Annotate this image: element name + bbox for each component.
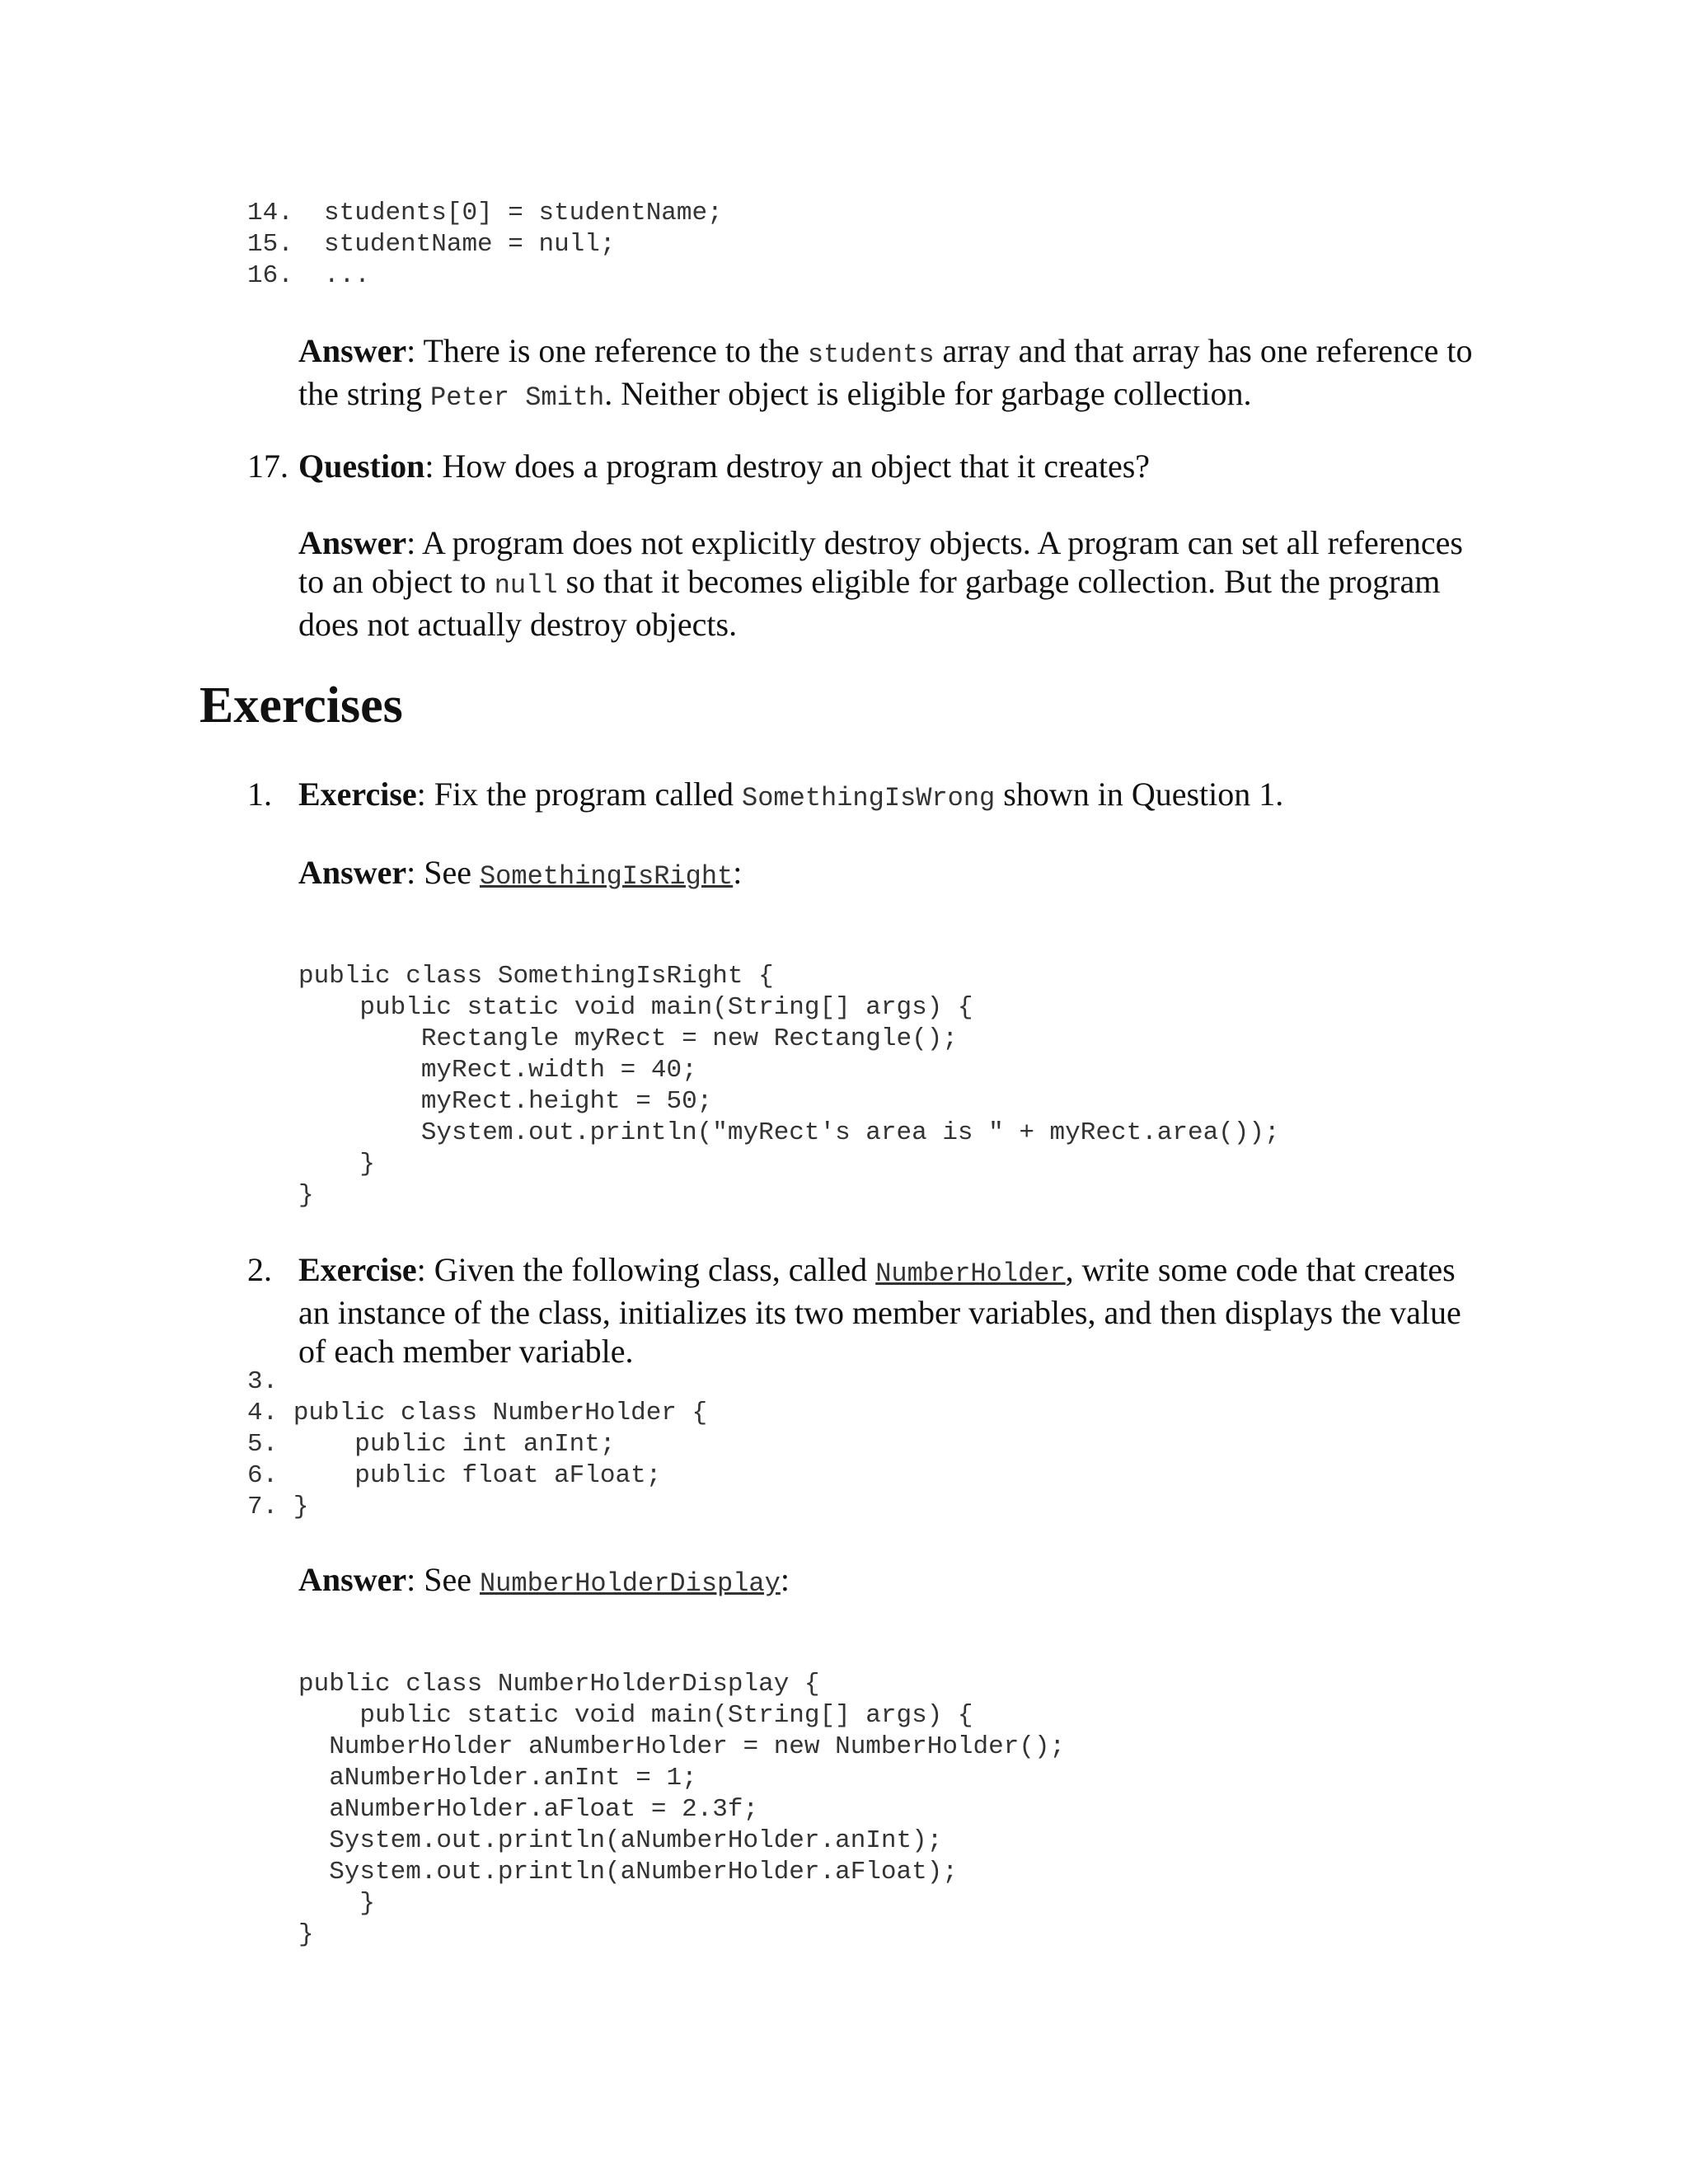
code-line: myRect.width = 40;: [298, 1056, 697, 1085]
code-line: [247, 1429, 616, 1460]
exercise-label: Exercise: [298, 1251, 417, 1288]
line-number: 5.: [247, 1430, 279, 1459]
code-line: NumberHolder aNumberHolder = new NumberHolder();: [298, 1732, 1066, 1761]
line-number: 6.: [247, 1461, 279, 1490]
line-number: 16.: [247, 261, 293, 290]
code-text: public int anInt;: [293, 1430, 616, 1459]
code-text: }: [293, 1493, 309, 1521]
code-line: }: [298, 1150, 376, 1179]
code-line: [247, 198, 723, 229]
code-line: System.out.println(aNumberHolder.aFloat);: [298, 1858, 958, 1886]
code-line: [247, 260, 370, 292]
code-line: [247, 229, 616, 260]
item-number: 17.: [247, 448, 288, 485]
code-text: ...: [324, 261, 370, 290]
question-text: : How does a program destroy an object that it creates?: [424, 448, 1151, 485]
answer-text: : See: [406, 854, 480, 891]
answer-text: array and that array has one reference to the string: [298, 332, 1473, 412]
code-text: students[0] = studentName;: [324, 199, 723, 227]
code-line: System.out.println(aNumberHolder.anInt);: [298, 1826, 943, 1855]
answer-text: :: [780, 1561, 790, 1598]
code-line: public static void main(String[] args) {: [298, 1701, 973, 1730]
answer-paragraph: [298, 1560, 1493, 1603]
item-number: 1.: [247, 776, 272, 813]
question-paragraph: [298, 447, 1493, 485]
exercise-text: : Given the following class, called: [416, 1251, 876, 1288]
code-line: public static void main(String[] args) {: [298, 993, 973, 1022]
inline-code: SomethingIsWrong: [742, 783, 996, 813]
code-line: aNumberHolder.aFloat = 2.3f;: [298, 1795, 759, 1824]
inline-code: students: [807, 340, 935, 370]
answer-label: Answer: [298, 1561, 407, 1598]
code-line: myRect.height = 50;: [298, 1087, 713, 1116]
code-line: [247, 1492, 308, 1523]
answer-text: :: [733, 854, 743, 891]
answer-text: : There is one reference to the: [406, 332, 808, 369]
answer-label: Answer: [298, 332, 407, 369]
code-line: }: [298, 1181, 314, 1210]
number-holder-link[interactable]: NumberHolder: [875, 1258, 1066, 1289]
line-number: 15.: [247, 230, 293, 259]
line-number: 14.: [247, 199, 293, 227]
code-line: Rectangle myRect = new Rectangle();: [298, 1024, 958, 1053]
answer-paragraph: [298, 523, 1493, 644]
answer-label: Answer: [298, 524, 407, 561]
answer-text: : A program does not explicitly destroy objects. A program can set all references to an object to: [298, 524, 1463, 600]
line-number: 4.: [247, 1399, 279, 1427]
exercise-text: , write some code that creates an instance of the class, initializes its two member variables, and then displays the value of each member variable.: [298, 1251, 1461, 1370]
item-number: 2.: [247, 1251, 272, 1288]
section-heading: Exercises: [199, 677, 403, 733]
exercise-label: Exercise: [298, 776, 417, 813]
code-line: public class SomethingIsRight {: [298, 962, 774, 991]
question-label: Question: [298, 448, 425, 485]
code-line: public class NumberHolderDisplay {: [298, 1670, 820, 1699]
code-line: [247, 1366, 293, 1398]
number-holder-display-link[interactable]: NumberHolderDisplay: [479, 1568, 781, 1599]
something-is-right-link[interactable]: SomethingIsRight: [479, 861, 734, 892]
code-line: aNumberHolder.anInt = 1;: [298, 1764, 697, 1793]
code-text: public float aFloat;: [293, 1461, 662, 1490]
inline-code: Peter Smith: [429, 382, 605, 413]
code-text: public class NumberHolder {: [293, 1399, 708, 1427]
exercise-paragraph: [298, 1250, 1493, 1371]
code-line: [247, 1398, 707, 1429]
exercise-text: shown in Question 1.: [995, 776, 1284, 813]
line-number: 7.: [247, 1493, 279, 1521]
inline-code: null: [494, 570, 558, 601]
line-number: 3.: [247, 1367, 279, 1396]
exercise-text: : Fix the program called: [416, 776, 742, 813]
code-line: [247, 1460, 661, 1492]
code-line: System.out.println("myRect's area is " + myRect.area());: [298, 1118, 1280, 1147]
exercise-paragraph: [298, 775, 1493, 818]
answer-paragraph: [298, 331, 1493, 417]
answer-text: : See: [406, 1561, 480, 1598]
answer-label: Answer: [298, 854, 407, 891]
answer-paragraph: [298, 853, 1493, 896]
answer-text: . Neither object is eligible for garbage collection.: [604, 375, 1252, 412]
answer-text: so that it becomes eligible for garbage collection. But the program does not actually destroy objects.: [298, 563, 1441, 643]
code-line: }: [298, 1920, 314, 1949]
code-line: }: [298, 1889, 376, 1918]
code-text: studentName = null;: [324, 230, 616, 259]
